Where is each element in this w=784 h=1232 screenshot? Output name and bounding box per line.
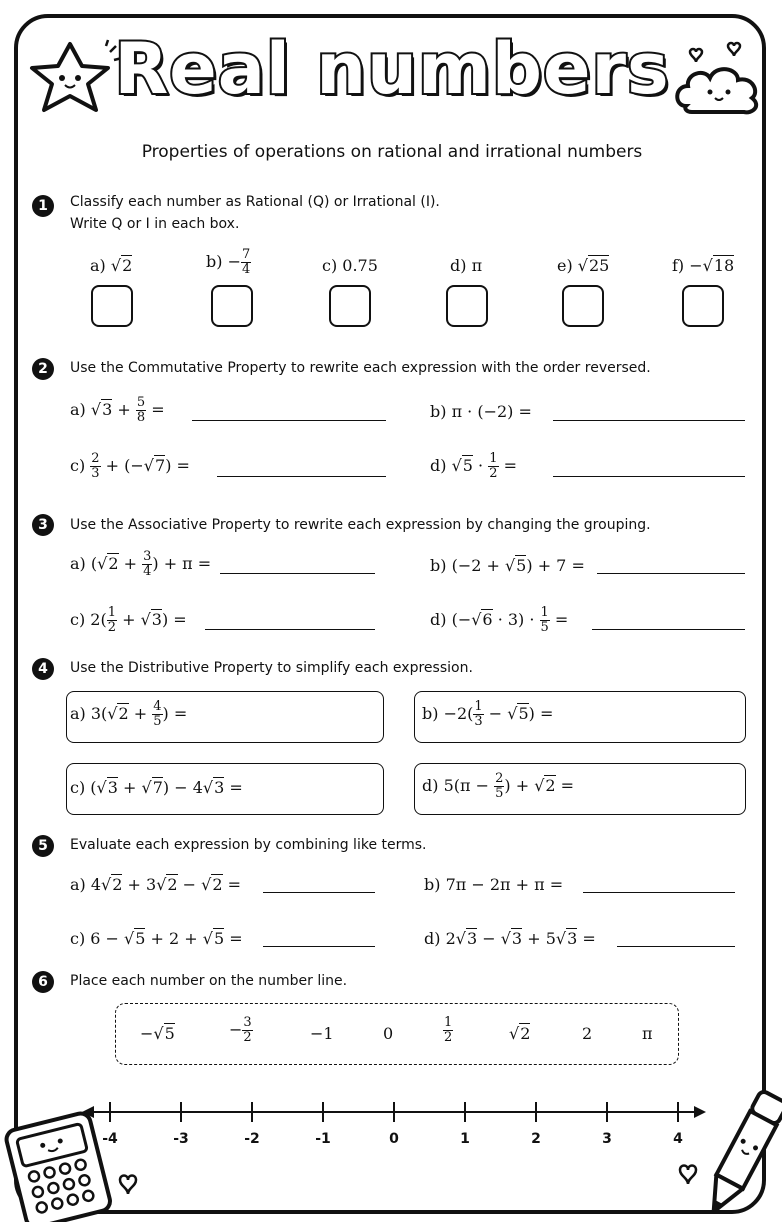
item-5c: c) 6 − √5 + 2 + √5 = [70,929,243,948]
answer-box-1a[interactable] [91,285,133,327]
item-4a: a) 3(√2 + $\frac{4}{5}$ ) = [70,699,188,729]
section-5-instruction: Evaluate each expression by combining like terms. [70,837,427,853]
item-4b: b) −2( $\frac{1}{3}$ − √5) = [422,699,554,729]
item-4c: c) (√3 + √7) − 4√3 = [70,778,243,797]
worksheet-title: Real numbers [114,28,670,110]
tick-label-1: 1 [460,1131,470,1147]
answer-line-2b[interactable] [553,420,745,421]
section-5-number: 5 [32,835,54,857]
item-1b: b) − $\frac{7}{4}$ [206,247,251,277]
section-4-number: 4 [32,658,54,680]
tick-label-2: 2 [531,1131,541,1147]
answer-box-1d[interactable] [446,285,488,327]
answer-line-5c[interactable] [263,946,375,947]
bank-neg-sqrt5[interactable]: −√5 [140,1024,175,1043]
item-4d: d) 5(π − $\frac{2}{5}$ ) + √2 = [422,771,575,801]
tick-label-neg2: -2 [244,1131,260,1147]
answer-box-1f[interactable] [682,285,724,327]
item-3b: b) (−2 + √5) + 7 = [430,556,585,575]
tick-label-3: 3 [602,1131,612,1147]
bank-neg-3-2[interactable]: − $\frac{3}{2}$ [229,1015,252,1045]
item-5a: a) 4√2 + 3√2 − √2 = [70,875,242,894]
answer-line-5d[interactable] [617,946,735,947]
tick-label-neg4: -4 [102,1131,118,1147]
bank-pi[interactable]: π [642,1024,653,1043]
answer-line-3c[interactable] [205,629,375,630]
item-2a: a) √3 + $\frac{5}{8}$ = [70,395,165,425]
item-2d: d) √5 · $\frac{1}{2}$ = [430,451,517,481]
item-1f: f) −√18 [672,256,735,275]
section-3-number: 3 [32,514,54,536]
section-1-instruction: Classify each number as Rational (Q) or Irrational (I). [70,194,440,210]
section-4-instruction: Use the Distributive Property to simplify each expression. [70,660,473,676]
section-2-instruction: Use the Commutative Property to rewrite each expression with the order reversed. [70,360,651,376]
tick-label-neg3: -3 [173,1131,189,1147]
answer-line-5a[interactable] [263,892,375,893]
answer-line-3d[interactable] [592,629,745,630]
bank-1-2[interactable]: $\frac{1}{2}$ [444,1015,453,1045]
item-1d: d) π [450,256,483,275]
answer-line-2d[interactable] [553,476,745,477]
tick-label-4: 4 [673,1131,683,1147]
item-3a: a) (√2 + $\frac{3}{4}$ ) + π = [70,549,212,579]
answer-line-2a[interactable] [192,420,386,421]
item-3d: d) (−√6 · 3) · $\frac{1}{5}$ = [430,605,569,635]
calculator-character-icon [4,1100,144,1222]
section-3-instruction: Use the Associative Property to rewrite each expression by changing the grouping. [70,517,651,533]
section-6-instruction: Place each number on the number line. [70,973,348,989]
item-1e: e) √25 [557,256,610,275]
answer-line-2c[interactable] [217,476,386,477]
section-1-number: 1 [32,195,54,217]
answer-box-1c[interactable] [329,285,371,327]
answer-line-3a[interactable] [220,573,375,574]
answer-box-1e[interactable] [562,285,604,327]
item-5d: d) 2√3 − √3 + 5√3 = [424,929,596,948]
bank-2[interactable]: 2 [582,1024,593,1043]
answer-line-3b[interactable] [597,573,745,574]
number-bank [115,1003,679,1065]
section-2-number: 2 [32,358,54,380]
tick-label-0: 0 [389,1131,399,1147]
bank-neg-1[interactable]: −1 [310,1024,334,1043]
item-1c: c) 0.75 [322,256,378,275]
item-3c: c) 2( $\frac{1}{2}$ + √3) = [70,605,187,635]
section-6-number: 6 [32,971,54,993]
item-2b: b) π · (−2) = [430,402,532,421]
worksheet-subtitle: Properties of operations on rational and irrational numbers [141,142,643,162]
answer-box-1b[interactable] [211,285,253,327]
item-1a: a) √2 [90,256,133,275]
bank-0[interactable]: 0 [383,1024,394,1043]
item-5b: b) 7π − 2π + π = [424,875,564,894]
pencil-character-icon [670,1080,782,1226]
answer-line-5b[interactable] [583,892,735,893]
item-2c: c) $\frac{2}{3}$ + (−√7) = [70,451,190,481]
number-line[interactable] [80,1096,710,1128]
section-1-instruction-2: Write Q or I in each box. [70,216,240,232]
tick-label-neg1: -1 [315,1131,331,1147]
bank-sqrt2[interactable]: √2 [509,1024,531,1043]
